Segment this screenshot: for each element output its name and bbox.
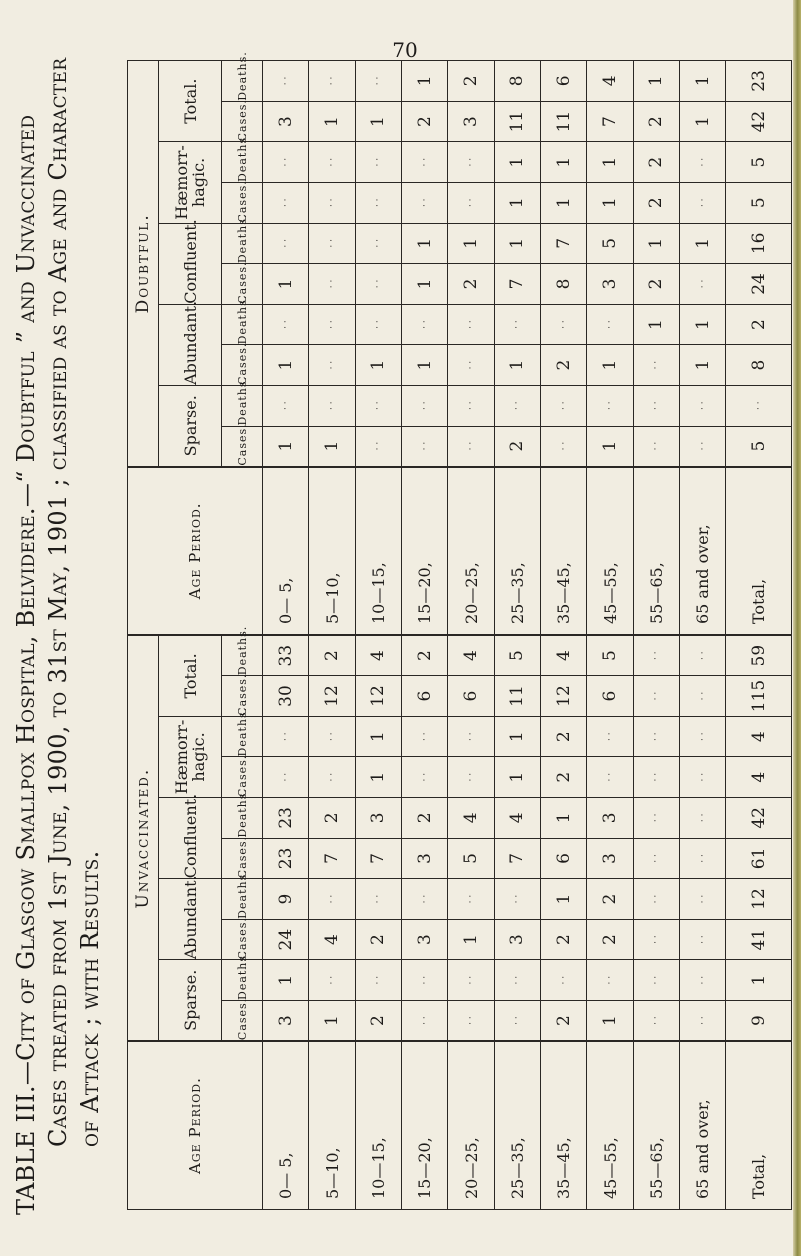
table-row <box>541 61 587 1210</box>
table-cell: · · <box>309 142 355 183</box>
table-cell: · · <box>494 385 540 426</box>
table-cell: · · <box>680 1001 726 1042</box>
age-period-cell: 20—25, <box>448 1041 494 1209</box>
table-cell: 1 <box>402 61 448 102</box>
table-row <box>402 61 448 1210</box>
table-row <box>726 61 792 1210</box>
table-cell: 1 <box>680 304 726 345</box>
table-cell: 2 <box>309 635 355 676</box>
table-cell: · · <box>587 304 633 345</box>
age-period-cell: 45—55, <box>587 1041 633 1209</box>
table-cell: 2 <box>587 919 633 960</box>
age-period-cell: 35—45, <box>541 467 587 635</box>
table-cell: 2 <box>402 635 448 676</box>
table-cell: 2 <box>726 304 792 345</box>
table-cell: · · <box>633 345 679 386</box>
table-cell: · · <box>309 385 355 426</box>
table-cell: 1 <box>494 757 540 798</box>
table-cell: · · <box>633 798 679 839</box>
table-cell: 4 <box>355 635 401 676</box>
table-cell: · · <box>633 426 679 467</box>
age-period-cell: 65 and over, <box>680 467 726 635</box>
table-cell: 7 <box>494 264 540 305</box>
table-cell: 24 <box>263 919 309 960</box>
table-cell: 23 <box>726 61 792 102</box>
group-header-unvaccinated-1: Abundant. <box>159 879 222 960</box>
table-cell: 3 <box>448 101 494 142</box>
age-period-cell: 55—65, <box>633 467 679 635</box>
table-cell: · · <box>494 304 540 345</box>
table-row <box>355 61 401 1210</box>
table-cell: · · <box>633 676 679 717</box>
table-cell: 8 <box>726 345 792 386</box>
table-cell: 1 <box>587 426 633 467</box>
table-cell: 30 <box>263 676 309 717</box>
table-cell: · · <box>355 142 401 183</box>
table-cell: 2 <box>633 101 679 142</box>
table-cell: 1 <box>541 182 587 223</box>
table-cell: · · <box>402 304 448 345</box>
table-cell: · · <box>448 1001 494 1042</box>
table-cell: · · <box>541 960 587 1001</box>
table-cell: · · <box>726 385 792 426</box>
table-cell: 12 <box>309 676 355 717</box>
table-cell: 11 <box>494 101 540 142</box>
table-cell: · · <box>309 223 355 264</box>
table-cell: 1 <box>633 223 679 264</box>
caption-line-2: Cases treated from 1st June, 1900, to 31st May, 1901 ; classified as to Age and Character <box>44 57 72 1147</box>
age-period-cell: 5—10, <box>309 1041 355 1209</box>
table-cell: · · <box>680 798 726 839</box>
table-cell: · · <box>448 345 494 386</box>
table-cell: 2 <box>402 798 448 839</box>
table-row <box>448 61 494 1210</box>
table-cell: · · <box>402 426 448 467</box>
table-cell: · · <box>263 304 309 345</box>
subheader-deaths: Deaths. <box>222 223 263 264</box>
page-edge <box>793 0 801 1256</box>
table-cell: · · <box>587 960 633 1001</box>
table-cell: 4 <box>726 716 792 757</box>
age-period-cell: 10—15, <box>355 1041 401 1209</box>
subheader-cases: Cases. <box>222 1001 263 1042</box>
table-cell: · · <box>448 426 494 467</box>
table-cell: · · <box>355 182 401 223</box>
table-cell: · · <box>494 960 540 1001</box>
table-cell: · · <box>402 757 448 798</box>
table-cell: · · <box>448 716 494 757</box>
table-cell: 8 <box>541 264 587 305</box>
table-cell: 2 <box>494 426 540 467</box>
table-cell: · · <box>680 142 726 183</box>
table-cell: 2 <box>633 264 679 305</box>
table-cell: · · <box>541 385 587 426</box>
table-cell: 3 <box>587 838 633 879</box>
table-cell: 16 <box>726 223 792 264</box>
table-cell: 1 <box>263 960 309 1001</box>
table-cell: 1 <box>494 716 540 757</box>
table-cell: · · <box>263 223 309 264</box>
table-cell: · · <box>402 716 448 757</box>
table-cell: 1 <box>541 798 587 839</box>
table-cell: · · <box>494 879 540 920</box>
table-cell: 1 <box>680 223 726 264</box>
table-cell: 5 <box>726 426 792 467</box>
group-header-unvaccinated-3: Hæmorr-hagic. <box>159 716 222 797</box>
table-row <box>587 61 633 1210</box>
table-cell: · · <box>448 304 494 345</box>
age-period-cell: 25—35, <box>494 1041 540 1209</box>
table-cell: 5 <box>587 223 633 264</box>
table-cell: 1 <box>494 345 540 386</box>
table-cell: 1 <box>680 61 726 102</box>
group-header-doubtful-1: Abundant. <box>159 304 222 385</box>
table-cell: 5 <box>726 182 792 223</box>
table-cell: 12 <box>355 676 401 717</box>
table-cell: 1 <box>263 345 309 386</box>
table-cell: 1 <box>263 426 309 467</box>
group-header-unvaccinated-2: Confluent. <box>159 798 222 879</box>
subheader-cases: Cases. <box>222 676 263 717</box>
table-row <box>633 61 679 1210</box>
table-cell: 42 <box>726 101 792 142</box>
group-header-doubtful-2: Confluent. <box>159 223 222 304</box>
table-cell: 1 <box>309 426 355 467</box>
table-cell: · · <box>355 223 401 264</box>
table-cell: · · <box>309 61 355 102</box>
table-cell: · · <box>355 879 401 920</box>
table-cell: 1 <box>587 182 633 223</box>
table-cell: 1 <box>402 345 448 386</box>
table-cell: · · <box>633 1001 679 1042</box>
subheader-cases: Cases. <box>222 182 263 223</box>
table-cell: 6 <box>402 676 448 717</box>
table-row <box>494 61 540 1210</box>
table-cell: 23 <box>263 798 309 839</box>
subheader-deaths: Deaths. <box>222 716 263 757</box>
age-period-cell: 0— 5, <box>263 1041 309 1209</box>
subheader-deaths: Deaths. <box>222 960 263 1001</box>
age-period-cell: Total, <box>726 1041 792 1209</box>
group-header-doubtful-3: Hæmorr-hagic. <box>159 142 222 223</box>
subheader-cases: Cases. <box>222 345 263 386</box>
table-cell: 5 <box>448 838 494 879</box>
table-cell: · · <box>587 716 633 757</box>
table-cell: 3 <box>494 919 540 960</box>
table-cell: 1 <box>587 142 633 183</box>
table-cell: · · <box>263 716 309 757</box>
table-cell: 1 <box>402 223 448 264</box>
table-cell: · · <box>680 182 726 223</box>
age-period-header-doubtful: Age Period. <box>128 467 263 635</box>
subheader-cases: Cases. <box>222 264 263 305</box>
table-cell: 11 <box>494 676 540 717</box>
table-cell: · · <box>633 716 679 757</box>
table-cell: 2 <box>541 345 587 386</box>
table-cell: · · <box>633 635 679 676</box>
table-cell: 1 <box>448 919 494 960</box>
table-cell: 1 <box>309 101 355 142</box>
table-cell: · · <box>309 716 355 757</box>
table-cell: 2 <box>541 919 587 960</box>
subheader-deaths: Deaths. <box>222 385 263 426</box>
table-cell: · · <box>355 960 401 1001</box>
table-cell: · · <box>633 838 679 879</box>
subheader-deaths: Deaths. <box>222 304 263 345</box>
table-cell: · · <box>680 635 726 676</box>
table-cell: 6 <box>587 676 633 717</box>
table-cell: 2 <box>541 716 587 757</box>
table-cell: 7 <box>355 838 401 879</box>
table-cell: 115 <box>726 676 792 717</box>
table-cell: 7 <box>587 101 633 142</box>
table-cell: · · <box>448 879 494 920</box>
table-cell: 33 <box>263 635 309 676</box>
table-cell: 24 <box>726 264 792 305</box>
table-cell: 4 <box>448 635 494 676</box>
table-cell: 3 <box>587 798 633 839</box>
table-cell: 11 <box>541 101 587 142</box>
age-period-cell: 0— 5, <box>263 467 309 635</box>
group-header-doubtful-0: Sparse. <box>159 385 222 466</box>
table-cell: 3 <box>402 919 448 960</box>
table-cell: 2 <box>402 101 448 142</box>
table-cell: 1 <box>355 716 401 757</box>
table-cell: · · <box>448 960 494 1001</box>
table-cell: 1 <box>633 61 679 102</box>
subheader-deaths: Deaths. <box>222 61 263 102</box>
table-cell: 1 <box>494 223 540 264</box>
table-cell: 1 <box>680 101 726 142</box>
table-caption <box>10 55 125 1215</box>
table-cell: · · <box>355 426 401 467</box>
table-cell: · · <box>402 879 448 920</box>
subheader-cases: Cases. <box>222 101 263 142</box>
table-cell: 3 <box>263 101 309 142</box>
table-cell: · · <box>541 304 587 345</box>
subheader-deaths: Deaths. <box>222 142 263 183</box>
age-period-cell: Total, <box>726 467 792 635</box>
table-cell: 4 <box>494 798 540 839</box>
table-cell: 1 <box>633 304 679 345</box>
table-cell: · · <box>633 879 679 920</box>
table-cell: · · <box>633 919 679 960</box>
table-cell: · · <box>448 385 494 426</box>
table-cell: · · <box>263 61 309 102</box>
age-period-cell: 35—45, <box>541 1041 587 1209</box>
table-cell: · · <box>309 960 355 1001</box>
table-cell: · · <box>448 757 494 798</box>
table-cell: · · <box>355 385 401 426</box>
table-cell: · · <box>309 345 355 386</box>
table-cell: 6 <box>448 676 494 717</box>
table-cell: · · <box>402 142 448 183</box>
subheader-deaths: Deaths. <box>222 879 263 920</box>
table-cell: 1 <box>309 1001 355 1042</box>
table-cell: 2 <box>448 264 494 305</box>
table-cell: 23 <box>263 838 309 879</box>
age-period-cell: 20—25, <box>448 467 494 635</box>
table-cell: 6 <box>541 838 587 879</box>
table-cell: 1 <box>263 264 309 305</box>
table-cell: 7 <box>494 838 540 879</box>
table-cell: 59 <box>726 635 792 676</box>
table-cell: · · <box>309 182 355 223</box>
table-cell: 5 <box>587 635 633 676</box>
table-cell: 42 <box>726 798 792 839</box>
age-period-cell: 55—65, <box>633 1041 679 1209</box>
table-cell: 2 <box>633 142 679 183</box>
table-cell: 4 <box>541 635 587 676</box>
table-cell: · · <box>309 264 355 305</box>
table-cell: 1 <box>355 101 401 142</box>
table-cell: 7 <box>309 838 355 879</box>
group-header-doubtful-4: Total. <box>159 61 222 142</box>
table-cell: 9 <box>263 879 309 920</box>
subheader-cases: Cases. <box>222 426 263 467</box>
table-cell: 5 <box>726 142 792 183</box>
table-cell: · · <box>402 1001 448 1042</box>
subheader-cases: Cases. <box>222 838 263 879</box>
table-cell: 12 <box>541 676 587 717</box>
age-period-header-unvaccinated: Age Period. <box>128 1041 263 1209</box>
table-cell: 6 <box>541 61 587 102</box>
table-cell: 4 <box>726 757 792 798</box>
table-cell: · · <box>680 264 726 305</box>
table-cell: 41 <box>726 919 792 960</box>
table-cell: 1 <box>541 879 587 920</box>
age-period-cell: 65 and over, <box>680 1041 726 1209</box>
table-cell: 7 <box>541 223 587 264</box>
table-cell: 61 <box>726 838 792 879</box>
age-period-cell: 10—15, <box>355 467 401 635</box>
table-cell: 1 <box>402 264 448 305</box>
group-header-unvaccinated-0: Sparse. <box>159 960 222 1041</box>
table-cell: · · <box>309 304 355 345</box>
table-cell: 2 <box>541 1001 587 1042</box>
table-row <box>263 61 309 1210</box>
table-cell: 1 <box>541 142 587 183</box>
table-cell: 3 <box>355 798 401 839</box>
table-cell: · · <box>494 1001 540 1042</box>
table-cell: · · <box>587 757 633 798</box>
table-cell: · · <box>680 757 726 798</box>
caption-line-1: TABLE III.—City of Glasgow Smallpox Hospital, Belvidere.—“ Doubtful ” and Unvaccinated <box>12 114 40 1215</box>
age-period-cell: 25—35, <box>494 467 540 635</box>
table-cell: 2 <box>448 61 494 102</box>
table-cell: · · <box>355 304 401 345</box>
table-row <box>680 61 726 1210</box>
table-cell: · · <box>355 61 401 102</box>
table-cell: 1 <box>448 223 494 264</box>
subheader-deaths: Deaths. <box>222 798 263 839</box>
table-cell: · · <box>402 182 448 223</box>
table-row <box>309 61 355 1210</box>
table-cell: · · <box>633 757 679 798</box>
table-cell: · · <box>448 182 494 223</box>
table-cell: 3 <box>402 838 448 879</box>
table-cell: · · <box>263 182 309 223</box>
table-cell: 4 <box>448 798 494 839</box>
page-number: 70 <box>392 38 418 62</box>
age-period-cell: 15—20, <box>402 467 448 635</box>
table-cell: 1 <box>680 345 726 386</box>
subheader-cases: Cases. <box>222 757 263 798</box>
statistics-table <box>127 51 792 1210</box>
section-doubtful: Doubtful. <box>128 61 159 467</box>
table-cell: 2 <box>309 798 355 839</box>
age-period-cell: 45—55, <box>587 467 633 635</box>
subheader-deaths: Deaths. <box>222 635 263 676</box>
table-cell: · · <box>402 960 448 1001</box>
table-cell: · · <box>680 676 726 717</box>
table-cell: · · <box>680 838 726 879</box>
age-period-cell: 5—10, <box>309 467 355 635</box>
table-cell: 1 <box>355 345 401 386</box>
subheader-cases: Cases. <box>222 919 263 960</box>
table-cell: 2 <box>355 919 401 960</box>
table-cell: · · <box>633 960 679 1001</box>
table-cell: 2 <box>541 757 587 798</box>
table-cell: 4 <box>587 61 633 102</box>
table-cell: 2 <box>587 879 633 920</box>
table-cell: · · <box>309 757 355 798</box>
table-cell: 9 <box>726 1001 792 1042</box>
caption-line-3: of Attack ; with Results. <box>76 850 104 1147</box>
table-cell: · · <box>680 960 726 1001</box>
section-unvaccinated: Unvaccinated. <box>128 635 159 1041</box>
table-cell: · · <box>680 879 726 920</box>
table-cell: 5 <box>494 635 540 676</box>
table-cell: 1 <box>587 345 633 386</box>
table-cell: 12 <box>726 879 792 920</box>
table-cell: · · <box>309 879 355 920</box>
table-cell: · · <box>541 426 587 467</box>
table-cell: 1 <box>587 1001 633 1042</box>
table-cell: · · <box>263 385 309 426</box>
table-cell: 1 <box>494 142 540 183</box>
table-cell: · · <box>680 716 726 757</box>
table-cell: 1 <box>355 757 401 798</box>
table-cell: 1 <box>726 960 792 1001</box>
table-cell: · · <box>633 385 679 426</box>
table-cell: · · <box>680 426 726 467</box>
table-cell: 8 <box>494 61 540 102</box>
table-cell: 4 <box>309 919 355 960</box>
table-cell: · · <box>355 264 401 305</box>
table-cell: 3 <box>587 264 633 305</box>
table-cell: 2 <box>633 182 679 223</box>
table-cell: · · <box>263 757 309 798</box>
group-header-unvaccinated-4: Total. <box>159 635 222 716</box>
table-cell: · · <box>402 385 448 426</box>
table-cell: 2 <box>355 1001 401 1042</box>
table-cell: · · <box>680 919 726 960</box>
table-cell: 1 <box>494 182 540 223</box>
table-cell: · · <box>448 142 494 183</box>
age-period-cell: 15—20, <box>402 1041 448 1209</box>
table-cell: · · <box>587 385 633 426</box>
table-cell: · · <box>263 142 309 183</box>
table-cell: 3 <box>263 1001 309 1042</box>
table-cell: · · <box>680 385 726 426</box>
